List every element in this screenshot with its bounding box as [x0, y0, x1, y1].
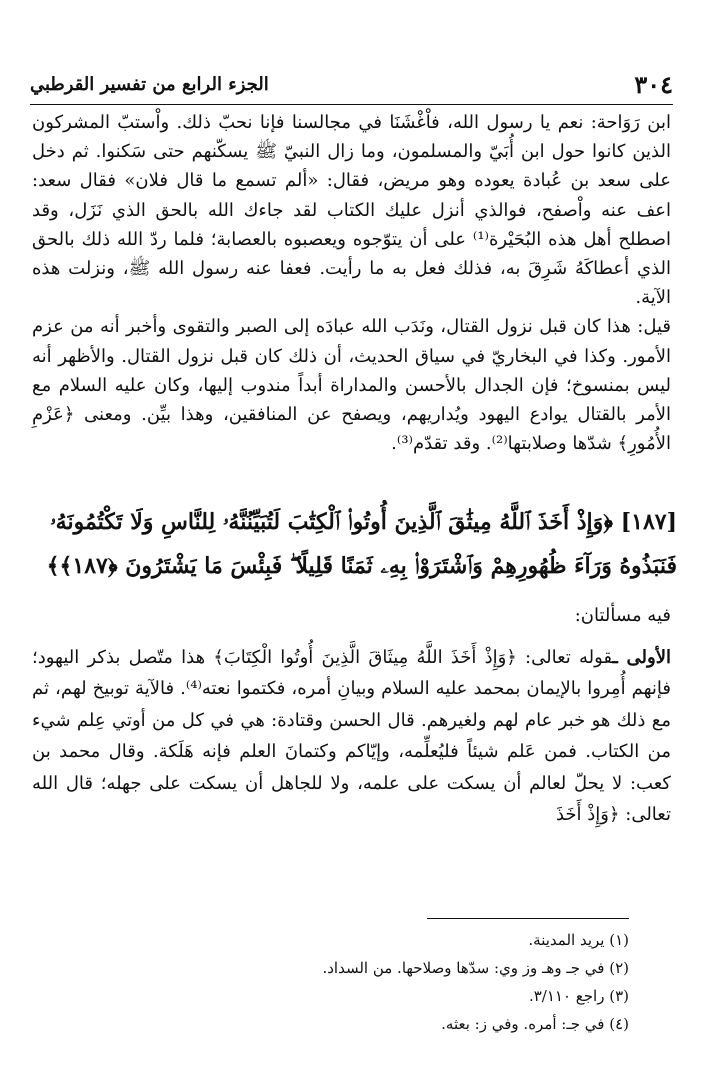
footnote: (٣) راجع ٣/١١٠.: [528, 987, 629, 1005]
issue-text: قوله تعالى: ﴿وَإِذْ أَخَذَ اللَّهُ مِيثَاقَ الَّذِينَ أُوتُوا الْكِتَابَ﴾ هذا متّصل بذكر اليهود؛ فإنهم أُمِروا بالإيمان بمحمد عليه السلام وبيانِ أمره، فكتموا نعته⁽⁴⁾. فالآية توبيخ لهم، ثم مع ذلك هو خبر عام لهم ولغيرهم. قال الحسن وقتادة: هي في كل من أوتي عِلم شيء من الكتاب. فمن عَلم شيئاً فليُعلِّمه، وإيّاكم وكتمانَ العلم فإنه هَلَكة. وقال محمد بن كعب: لا يحلّ لعالم أن يسكت على علمه، ولا للجاهل أن يسكت على جهله؛ قال الله تعالى: ﴿وَإِذْ أَخَذَ: [32, 646, 671, 825]
issues-section: [32, 600, 671, 831]
verse-text: ﴿وَإِذْ أَخَذَ ٱللَّهُ مِيثَٰقَ ٱلَّذِينَ أُوتُوا۟ ٱلْكِتَٰبَ لَتُبَيِّنُنَّهُۥ لِلنَّاسِ وَلَا تَكْتُمُونَهُۥ فَنَبَذُوهُ وَرَآءَ ظُهُورِهِمْ وَٱشْتَرَوْا۟ بِهِۦ ثَمَنًا قَلِيلًا ۖ فَبِئْسَ مَا يَشْتَرُونَ ﴿١٨٧﴾﴾: [46, 509, 677, 579]
page-header: [30, 66, 673, 100]
page-number: ٣٠٤: [634, 70, 673, 99]
footnote: (٤) في جـ: أمره. وفي ز: بعثه.: [441, 1015, 629, 1033]
section-heading: فيه مسألتان:: [574, 605, 671, 626]
footnote-rule: [427, 918, 629, 919]
footnote: (٢) في جـ وهـ وز وي: سدّها وصلاحها. من السداد.: [322, 959, 629, 977]
paragraph: [32, 642, 671, 831]
paragraph: قيل: هذا كان قبل نزول القتال، ونَدَب الله عبادَه إلى الصبر والتقوى وأخبر أنه من عزم الأمور. وكذا في البخاريّ في سياق الحديث، أن ذلك كان قبل نزول القتال. والأظهر أنه ليس بمنسوخ؛ فإن الجدال بالأحسن والمداراة أبداً مندوب إليها، وكان عليه السلام مع الأمر بالقتال يوادع اليهود ويُداريهم، ويصفح عن المنافقين، وهذا بيِّن. ومعنى ﴿عَزْمِ الأُمُورِ﴾ شدّها وصلابتها⁽²⁾. وقد تقدّم⁽³⁾.: [32, 316, 671, 455]
commentary-text: [32, 108, 671, 458]
quran-verse: [26, 500, 677, 588]
verse-number: [١٨٧]: [620, 509, 677, 535]
footnotes: [109, 926, 629, 1038]
header-rule: [30, 104, 673, 105]
paragraph: ابن رَوَاحة: نعم يا رسول الله، فاْغْشَنَا في مجالسنا فإنا نحبّ ذلك. واْستبّ المشركون الذين كانوا حول ابن أُبَيّ والمسلمون، وما زال النبيّ ﷺ يسكّنهم حتى سَكنوا. ثم دخل على سعد بن عُبادة يعوده وهو مريض، فقال: «ألم تسمع ما قال فلان» فقال سعد: اعف عنه واْصفح، فوالذي أنزل عليك الكتاب لقد جاءك الله بالحق الذي نَزَل، وقد اصطلح أهل هذه البُحَيْرة⁽¹⁾ على أن يتوّجوه ويعصبوه بالعصابة؛ فلما ردّ الله ذلك بالحق الذي أعطاكَهُ شَرِقَ به، فذلك فعل به ما رأيت. فعفا عنه رسول الله ﷺ، ونزلت هذه الآية.: [32, 112, 671, 309]
issue-lead: الأولى ـ: [612, 646, 671, 668]
footnote: (١) يريد المدينة.: [528, 931, 629, 949]
running-title: الجزء الرابع من تفسير القرطبي: [30, 74, 269, 95]
